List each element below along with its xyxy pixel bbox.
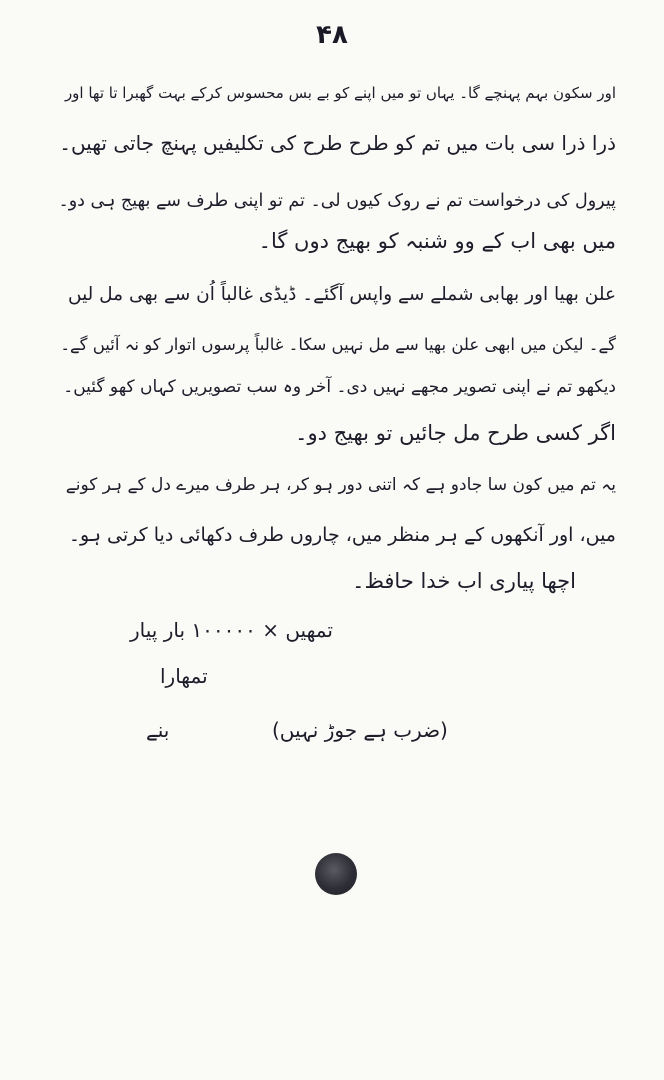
letter-line: اچھا پیاری اب خدا حافظ۔ [352, 569, 576, 593]
letter-line: یہ تم میں کون سا جادو ہے کہ اتنی دور ہو کر، ہر طرف میرے دل کے ہر کونے [65, 475, 616, 495]
letter-line: اور سکون بہم پہنچے گا۔ یہاں تو میں اپنے کو بے بس محسوس کرکے بہت گھبرا تا تھا اور [64, 84, 616, 102]
closing-note: (ضرب ہے جوڑ نہیں) [272, 718, 448, 742]
closing-yours: تمھارا [160, 664, 208, 688]
letter-line: دیکھو تم نے اپنی تصویر مجھے نہیں دی۔ آخر وہ سب تصویریں کہاں کھو گئیں۔ [63, 377, 616, 397]
letter-line: گے۔ لیکن میں ابھی علن بھیا سے مل نہیں سکا۔ غالباً پرسوں اتوار کو نہ آئیں گے۔ [60, 335, 616, 354]
signature: بنے [146, 718, 170, 742]
letter-line: علن بھیا اور بھابی شملے سے واپس آگئے۔ ڈیڈی غالباً اُن سے بھی مل لیں [67, 284, 616, 305]
letter-line: پیرول کی درخواست تم نے روک کیوں لی۔ تم تو اپنی طرف سے بھیج ہی دو۔ [58, 191, 616, 211]
letter-line: میں بھی اب کے وو شنبہ کو بھیج دوں گا۔ [258, 229, 616, 253]
page-number: ۴۸ [316, 20, 348, 50]
letter-line: میں، اور آنکھوں کے ہر منظر میں، چاروں طرف دکھائی دیا کرتی ہو۔ [68, 524, 616, 546]
closing-love-line: تمھیں × ۱۰۰۰۰۰ بار پیار [130, 618, 333, 642]
ink-seal-mark [315, 853, 357, 895]
letter-line: اگر کسی طرح مل جائیں تو بھیج دو۔ [295, 421, 616, 445]
letter-line: ذرا ذرا سی بات میں تم کو طرح طرح کی تکلیفیں پہنچ جاتی تھیں۔ [59, 131, 616, 155]
